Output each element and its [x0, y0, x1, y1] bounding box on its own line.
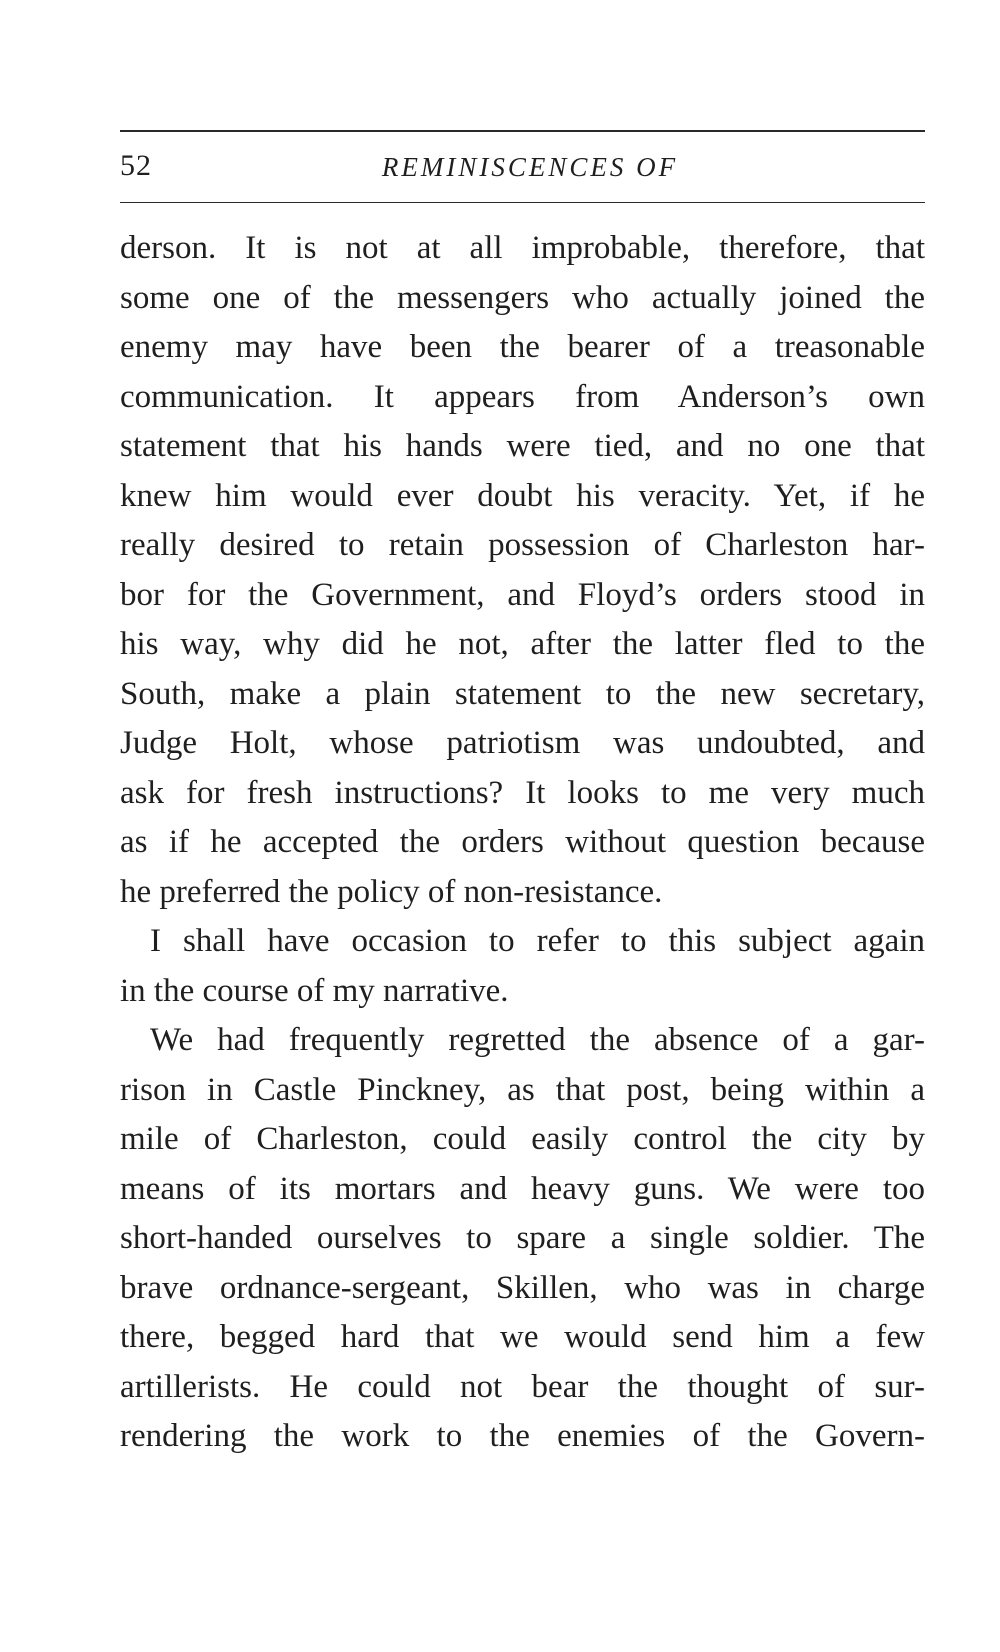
header-bottom-rule: [120, 202, 925, 203]
page-number: 52: [120, 149, 152, 182]
text-line: derson. It is not at all improbable, therefore, that: [120, 230, 925, 266]
text-line: really desired to retain possession of Charleston har-: [120, 527, 925, 563]
text-line: some one of the messengers who actually joined the: [120, 279, 925, 316]
text-line: I shall have occasion to refer to this subject again: [150, 923, 925, 959]
text-line: We had frequently regretted the absence of a gar-: [150, 1022, 925, 1058]
text-line: he preferred the policy of non-resistance.: [120, 873, 663, 910]
text-line: there, begged hard that we would send him a few: [120, 1319, 925, 1355]
running-head: REMINISCENCES OF: [381, 152, 679, 182]
text-line: communication. It appears from Anderson’s own: [120, 378, 925, 415]
text-line: statement that his hands were tied, and no one that: [120, 428, 925, 464]
body-text: [120, 224, 925, 1462]
text-line: short-handed ourselves to spare a single soldier. The: [120, 1220, 925, 1256]
text-line: his way, why did he not, after the latter fled to the: [120, 626, 925, 662]
text-line: mile of Charleston, could easily control the city by: [120, 1121, 925, 1157]
text-line: rendering the work to the enemies of the Govern-: [120, 1418, 925, 1454]
text-line: enemy may have been the bearer of a treasonable: [120, 329, 925, 365]
text-line: rison in Castle Pinckney, as that post, being within a: [120, 1071, 925, 1108]
text-line: bor for the Government, and Floyd’s orders stood in: [120, 576, 925, 613]
text-line: brave ordnance-sergeant, Skillen, who was in charge: [120, 1269, 925, 1306]
header-top-rule: [120, 130, 925, 132]
text-line: Judge Holt, whose patriotism was undoubted, and: [120, 725, 925, 761]
text-line: knew him would ever doubt his veracity. Yet, if he: [120, 477, 925, 514]
text-line: as if he accepted the orders without question because: [120, 824, 925, 860]
text-line: means of its mortars and heavy guns. We were too: [120, 1170, 925, 1207]
text-line: ask for fresh instructions? It looks to me very much: [120, 774, 925, 811]
text-line: South, make a plain statement to the new secretary,: [120, 675, 925, 712]
text-line: artillerists. He could not bear the thought of sur-: [120, 1368, 925, 1405]
text-line: in the course of my narrative.: [120, 972, 509, 1009]
